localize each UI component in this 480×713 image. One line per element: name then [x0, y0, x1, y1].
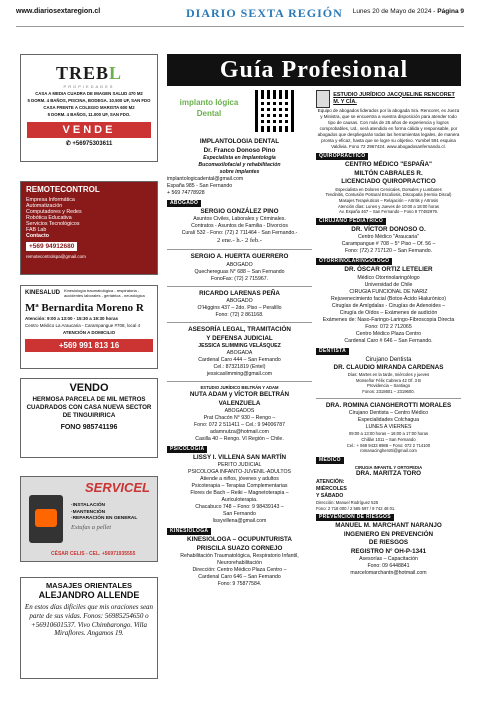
divider: [167, 381, 312, 382]
kinesalud-name: Mª Bernardita Moreno R: [25, 302, 144, 314]
listing-line: Dirección: Manuel Rodríguez 525: [316, 499, 379, 505]
listing-name: REGISTRO N° OH-P-1341: [350, 547, 427, 555]
trebol-logo: TREBL: [55, 63, 123, 83]
listing-name: RICARDO LARENAS PEÑA: [199, 289, 280, 297]
listing-name: MILTÓN CABRALES R.: [354, 169, 423, 177]
listing-line: Tendinitis, Contusión Postural Escoliosis, Discopatía (Hernia Discal): [325, 192, 452, 198]
listing-line: Atención días: Lunes y Jueves de 10:00 a 18:00 horas: [337, 203, 440, 209]
kinesalud-hours: Atención: 9:00 a 13:00 - 15:30 a 19:30 horas: [25, 316, 119, 321]
guide-left-column: [167, 90, 312, 588]
listing-line: CIRUGIA FUNCIONAL DE NARIZ: [349, 288, 428, 295]
servicel-phone: CÉSAR CELIS - CEL. +56971935555: [51, 551, 136, 557]
listing-line: Providencia – Santiago: [366, 383, 411, 389]
listing-line: MIÉRCOLES: [316, 485, 347, 492]
listing-email[interactable]: jessicaslimming@gmail.com: [206, 371, 273, 378]
listing-line: LUNES A VIERNES: [365, 424, 412, 431]
listing-name: SERGIO A. HUERTA GUERRERO: [190, 253, 289, 261]
listing-line: Fono: (72) 2 861168.: [215, 312, 264, 319]
section-kinesiologa: KINESIOLOGA: [167, 528, 211, 535]
listing-line: Casilla 40 – Rengo. VI Región – Chile.: [195, 436, 284, 443]
listing-line: Neurorehabilitación: [217, 560, 262, 567]
implanto-doctor: Dr. Franco Donoso Pino: [203, 146, 276, 154]
listing-line: Rejuvenecimiento facial (Botox-Ácido Hialurónico): [330, 295, 447, 302]
listing-line: Centro Médico "Araucaria": [357, 234, 420, 241]
listing-line: ATENCIÓN:: [316, 478, 345, 485]
implanto-spec: Especialista en Implantología: [203, 155, 276, 161]
listing-name: VALENZUELA: [218, 399, 261, 407]
trebol-line: 5 DORM. 4 BAÑOS, 11.000 UF, SAN FDO.: [47, 112, 131, 117]
listing-line: ABOGADOS: [224, 408, 255, 414]
implanto-title: IMPLANTOLOGIA DENTAL: [199, 138, 280, 145]
implanto-spec: sobre implantes: [219, 169, 260, 176]
listing-email[interactable]: marcelomarchantn@hotmail.com: [350, 570, 427, 577]
listing-line: Quechereguas N° 688 – San Fernando: [194, 268, 285, 275]
stove-icon: [29, 495, 63, 543]
remoteco-email: remotecontrolspa@gmail.com: [26, 254, 86, 259]
law-firm-logo-icon: [316, 90, 330, 108]
trebol-line: CASA FRENTE A COLEGIO MARISTA 600 M2: [43, 105, 135, 110]
listing-line: Av. España 467 – San Fernando – Fono 9 77482979.: [338, 209, 439, 215]
newspaper-title: DIARIO SEXTA REGIÓN: [186, 6, 343, 20]
listing-line: Médico Otorrinolaringólogo: [357, 274, 420, 281]
implanto-logos: [167, 90, 312, 138]
implanto-address: España 985 - San Fernando: [167, 183, 233, 190]
section-dentista: DENTISTA: [316, 348, 349, 355]
listing-line: ESTUDIO JURÍDICO BELTRÁN Y ADAM: [200, 385, 279, 391]
masajes-handwritten: En estos días difíciles que mis oraciones sean parte de sus vidas. Fonos: 56985254650 o +56910601537. Vivo Chimbarongo. Villa Miraflores. Angamos 19.: [24, 603, 154, 638]
qr-code-icon[interactable]: [255, 90, 297, 132]
listing-line: Días: Martes en la tarde, miércoles y jueves: [347, 372, 430, 378]
listing-line: San Fernando: [223, 511, 256, 518]
remoteco-phone: +569 94912680: [26, 242, 77, 251]
listing-line: Cirugías de Amígdalas - Cirugías de Adenoides –: [331, 302, 446, 309]
trebol-line: 5 DORM. 4 BAÑOS, PISCINA, BODEGA. 10.500 UF, SAN FDO: [27, 98, 151, 103]
rencoret-body: Equipo de abogados liderados por la abogada Sra. Rencoret, ex Jueza y Ministra, que se encuentra a vuestra disposición para atender todo tipo de causas. Con más de 25 años de experiencia y logros comprobables, Ud., será atendido en forma cálida y responsable, por abogados que despliegarán todas las herramientas legales, de manera pronta y eficaz, hasta que se logre su objetivo. Yumbel 591 esquina Valdivia. Fono 72 2967424. www.abogadosanfernando.cl.: [317, 108, 460, 150]
implanto-email[interactable]: implantologicadental@gmail.com: [167, 176, 244, 183]
masajes-title: MASAJES ORIENTALES: [45, 581, 133, 590]
header-divider: [16, 26, 464, 27]
remoteco-line: Empresa Informática: [26, 197, 75, 203]
divider: [167, 286, 312, 287]
listing-line: Fono: 9 75877584.: [217, 581, 262, 588]
divider: [167, 322, 312, 323]
listing-line: Atiende a niños, jóvenes y adultos: [200, 476, 279, 483]
listing-line: PERITO JUDICIAL: [217, 462, 262, 469]
listing-line: Cel.: + 569 9433 8988 – Fono: 072 2 714100: [346, 442, 431, 448]
section-quiropractico: QUIROPRÁCTICO: [316, 153, 368, 160]
trebol-vende: VENDE: [27, 122, 151, 138]
listing-line: Centro Médico Plaza Centro: [355, 330, 422, 337]
remoteco-contact: Contacto: [26, 233, 49, 239]
vendo-body: HERMOSA PARCELA DE MIL METROS CUADRADOS CON CASA NUEVA SECTOR DE TINGUIRIRICA: [26, 396, 152, 420]
listing-name: LISSY I. VILLENA SAN MARTÍN: [192, 453, 287, 461]
remoteco-line: Servicios Tecnológicos: [26, 221, 80, 227]
listing-line: Cirujano Dentista – Centro Médico: [348, 410, 429, 417]
listing-line: Cardenal Caro 646 – San Fernando: [198, 574, 281, 581]
section-cirujano-pediatrico: CIRUJANO PEDIÁTRICO: [316, 218, 386, 225]
vendo-title: VENDO: [69, 382, 109, 394]
listing-line: Chacabuco 748 – Fono: 9 98439143 –: [195, 504, 284, 511]
listing-line: Asuntos Civiles, Laborales y Criminales.: [193, 216, 286, 223]
remoteco-line: FAB Lab: [26, 227, 47, 233]
listing-line: Masajes Terapéuticos – Relajación – Artritis y Artrosis: [338, 198, 439, 204]
listing-name: DRA. MARITZA TORO: [355, 470, 422, 478]
listing-line: ABOGADO: [226, 298, 253, 305]
listing-line: CIRUGIA INFANTIL Y ORTOPEDIA: [354, 464, 423, 470]
listing-line: Cirugía de Oídos – Exámenes de audición: [339, 309, 438, 316]
listing-name: CENTRO MÉDICO "ESPAÑA": [344, 161, 433, 169]
kinesalud-ad: [20, 285, 158, 369]
listing-name: Y DEFENSA JUDICIAL: [206, 334, 273, 342]
listing-line: 09:00 a 13:00 horas – 16:00 a 17:00 horas: [348, 431, 429, 437]
listing-line: ABOGADO: [226, 261, 253, 268]
section-abogado: ABOGADO: [167, 200, 201, 207]
listing-name: LICENCIADO QUIROPRACTICO: [341, 178, 436, 186]
listing-name: KINESIOLOGA – OCUPUNTURISTA: [187, 536, 292, 544]
listing-email[interactable]: lissyvillena@gmail.com: [212, 518, 267, 525]
remoteco-title: REMOTECONTROL: [26, 185, 100, 194]
listing-name: DE RIESGOS: [368, 539, 409, 547]
servicel-title: SERVICEL: [84, 480, 150, 495]
listing-line: Cirujano Dentista: [365, 356, 412, 363]
remoteco-line: Computadores y Redes: [26, 209, 82, 215]
guide-title: Guía Profesional: [167, 54, 461, 86]
listing-line: Carampangue # 708 – 5° Piso – Of. 56 –: [341, 241, 436, 248]
handwritten-note: 2 ene.- h.- 2 feb.-: [217, 237, 262, 245]
section-medico: MÉDICO: [316, 457, 344, 464]
remoteco-line: Automatización: [26, 203, 63, 209]
listing-name: DR. VÍCTOR DONOSO O.: [351, 225, 426, 233]
listing-line: Exámenes de: Naso-Faringo-Laringo-Fibroscopia Directa: [322, 316, 455, 323]
listing-line: Fono: (72) 2 717120 – San Fernando.: [344, 248, 433, 255]
servicel-ad: [20, 476, 158, 562]
listing-line: Monseñor Félix Cabrera 42 Of. 3 B: [356, 377, 421, 383]
trebol-sub: PROPIEDADES: [63, 84, 115, 89]
listing-line: Fono: 09 6448841: [367, 563, 410, 570]
listing-name: DRA. ROMINA CIANGHEROTTI MORALES: [325, 401, 452, 409]
listing-line: Prat Chacón N° 930 – Rengo –: [203, 415, 276, 422]
implanto-spec: Bucomaxilofacial y rehabilitación: [198, 162, 281, 169]
listing-name: SERGIO GONZÁLEZ PINO: [200, 207, 279, 215]
page-header: [16, 6, 464, 28]
listing-line: FonoFax: (72) 2 715967.: [210, 275, 269, 282]
servicel-slogan: Estufas a pellet: [71, 524, 112, 531]
divider: [316, 398, 461, 399]
listing-line: Rehabilitación Traumatológica, Respiratorio Infantil,: [180, 553, 299, 560]
divider: [167, 249, 312, 250]
listing-name: DR. ÓSCAR ORTIZ LETELIER: [344, 266, 433, 274]
kinesalud-top: KINESALUD Kinesiología traumatológica - respiratoria - accidentes laborales - geriátrica - neurológica: [25, 288, 145, 298]
whatsapp-icon: ✆: [65, 141, 73, 147]
remoteco-ad: [20, 181, 158, 275]
section-prevencion: PREVENCIÓN DE RIESGOS: [316, 514, 394, 521]
remoteco-line: Robótica Educativa: [26, 215, 72, 221]
listing-name: DR. CLAUDIO MIRANDA CARDENAS: [333, 363, 444, 371]
listing-name: PRISCILA SUAZO CORNEJO: [196, 544, 283, 552]
listing-line: Universidad de Chile: [364, 281, 413, 288]
vendo-phone: FONO 985741196: [60, 424, 118, 432]
listing-line: Fono: 2 718 000 / 2 585 597 / 9 742 48 01.: [316, 505, 396, 511]
listing-name: INGENIERO EN PREVENCIÓN: [343, 530, 434, 538]
masajes-name: ALEJANDRO ALLENDE: [38, 590, 140, 600]
kinesalud-home: ATENCIÓN A DOMICILIO: [62, 330, 116, 335]
listing-line: Curalí 532 - Fono: (72) 2 711464 - San Fernando.-: [181, 230, 298, 237]
listing-name: NUTA ADAM y VÍCTOR BELTRÁN: [189, 391, 290, 398]
listing-line: Cardenal Caro 444 – San Fernando: [198, 357, 281, 364]
listing-line: Cardenal Caro # 646 – San Fernando.: [344, 337, 433, 344]
servicel-list: ·INSTALACIÓN ·MANTENCIÓN ·REPARACIÓN EN GENERAL: [71, 503, 138, 522]
kinesalud-addr: Centro Médico La Araucaria - Carampangue #708, local 4: [25, 323, 141, 328]
listing-line: Flores de Bach – Reiki – Magnetoterapia –: [190, 490, 289, 497]
listing-line: Chillán 1011 – San Fernando: [361, 437, 416, 442]
listing-line: Contratos - Asuntos de Familia - Divorcios: [191, 223, 288, 230]
listing-line: PSICOLOGA INFANTO-JUVENIL-ADULTOS: [188, 469, 291, 476]
listing-line: Psicoterapia – Terapias Complementarias: [191, 483, 288, 490]
listing-line: Fono: 072 2 511411 – Cel.: 9 94006787: [194, 422, 285, 429]
listing-line: Fonos: 2318601 – 2319600.: [362, 389, 415, 395]
section-otorrino: OTORRINOLARINGÓLOGO: [316, 258, 392, 265]
trebol-ad: [20, 54, 158, 162]
listing-email[interactable]: adamnutza@hotmail.com: [210, 429, 269, 436]
rencoret-title: ESTUDIO JURÍDICO JACQUELINE RENCORET M. Y CÍA.: [333, 91, 455, 105]
implanto-logo: implanto lógica Dental: [179, 98, 239, 118]
listing-line: JESSICA SLIMMING VELÁSQUEZ: [198, 343, 281, 350]
trebol-phone: ✆ +56975303611: [65, 141, 113, 147]
listing-line: Fono: 072 2 712065: [365, 323, 412, 330]
listing-line: Especialidades Colchagua: [357, 417, 420, 424]
trebol-line: CASA A MEDIA CUADRA DE IMAGEN SALUD 470 M2: [35, 91, 143, 96]
listing-name: MANUEL M. MARCHANT NARANJO: [335, 522, 442, 530]
listing-name: ASESORÍA LEGAL, TRAMITACIÓN: [188, 326, 291, 334]
vendo-ad: [20, 378, 158, 458]
guide-right-column: [316, 90, 461, 577]
implanto-phone: + 569 74778928: [167, 190, 205, 197]
kinesalud-phone: +569 991 813 16: [25, 339, 153, 352]
site-url[interactable]: www.diariosextaregion.cl: [16, 8, 101, 15]
listing-line: Y SÁBADO: [316, 492, 344, 499]
listing-line: ABOGADA: [226, 350, 253, 357]
rencoret-header: [316, 90, 461, 108]
listing-line: Asesorías – Capacitación: [359, 556, 418, 563]
listing-line: Especialista en Dolores Cervicales, Dorsales y Lumbares: [335, 186, 442, 192]
section-psicologia: PSICOLOGÍA: [167, 446, 207, 453]
listing-email[interactable]: romanacingherotti@gmail.com: [360, 448, 417, 454]
listing-line: O'Higgins 437 – 2do. Piso – Peralillo: [197, 305, 282, 312]
listing-line: Dirección: Centro Médico Plaza Centro –: [192, 567, 287, 574]
masajes-ad: [20, 577, 158, 679]
page-date: Lunes 20 de Mayo de 2024 - Página 9: [352, 8, 464, 15]
listing-line: Auriculoterapia.: [221, 497, 258, 504]
listing-line: Cel.: 87321819 (Entel): [213, 364, 266, 371]
